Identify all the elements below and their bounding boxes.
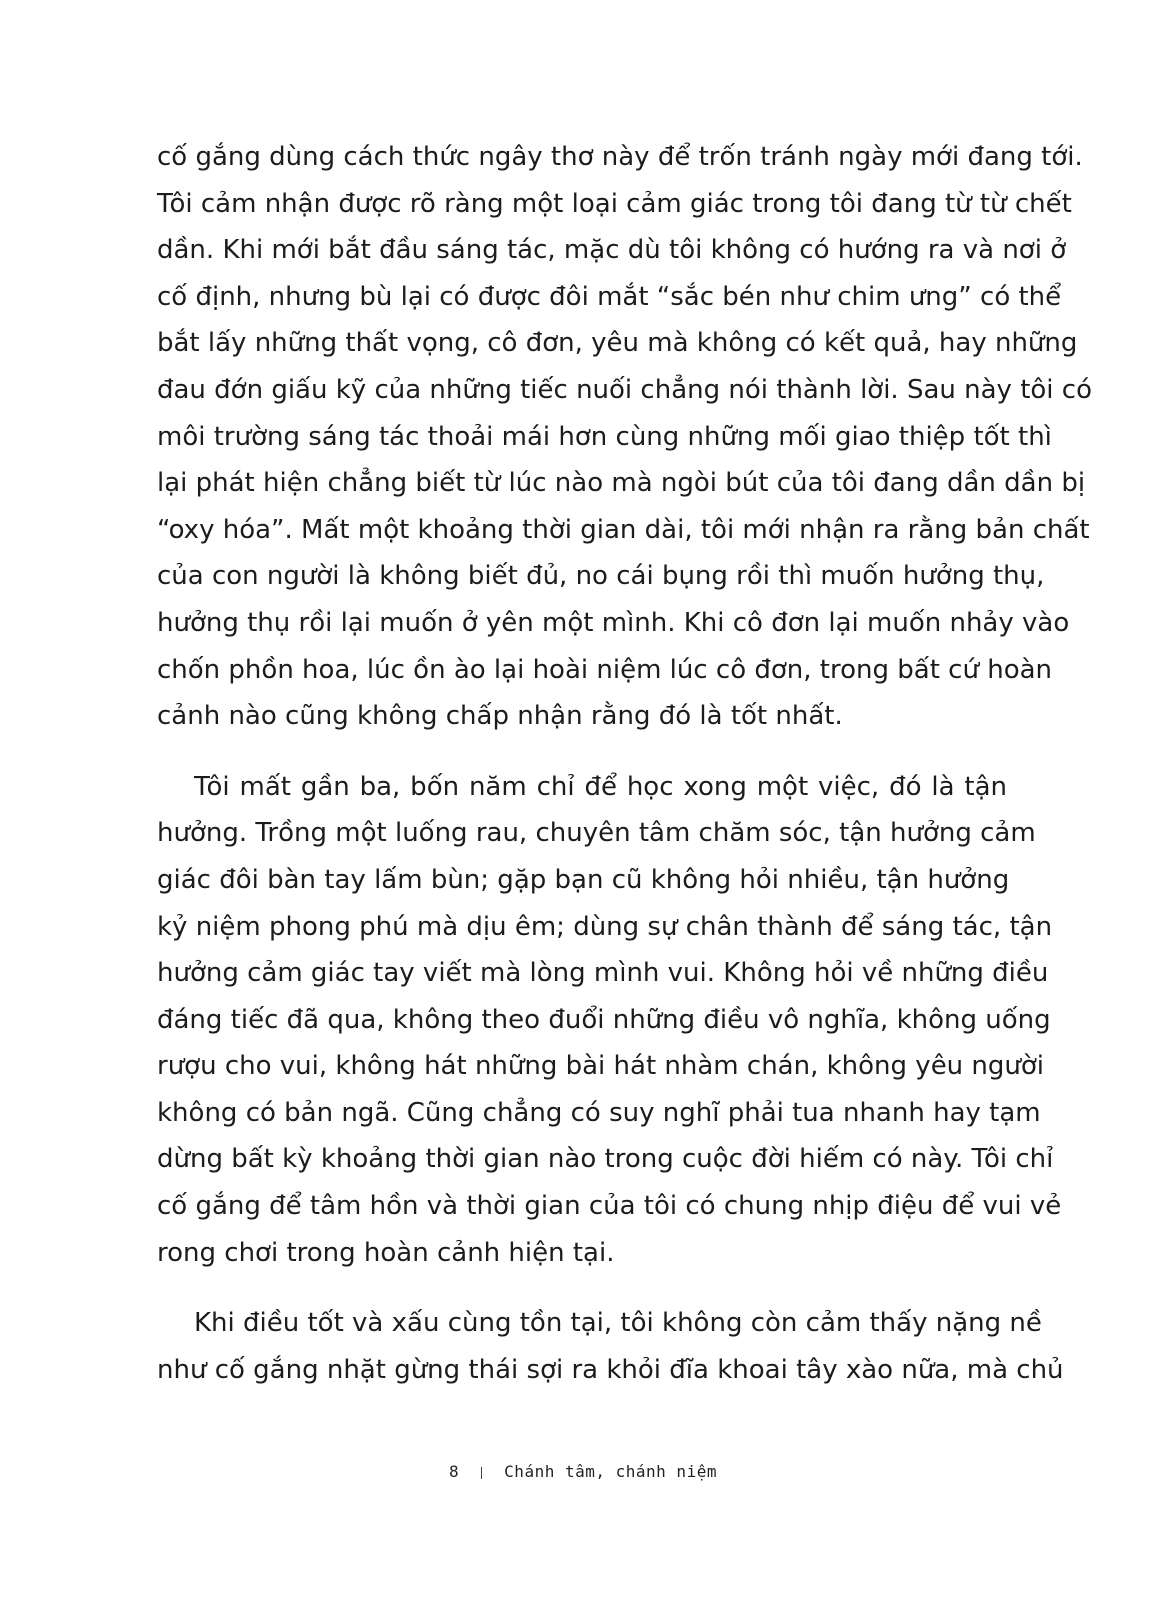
text-line: lại phát hiện chẳng biết từ lúc nào mà ngòi bút của tôi đang dần dần bị	[157, 468, 1086, 499]
paragraph-3	[157, 1300, 1064, 1393]
page-number: 8	[449, 1462, 460, 1481]
paragraph-1	[157, 134, 1092, 740]
body-text	[157, 134, 1092, 1393]
text-line: “oxy hóa”. Mất một khoảng thời gian dài, tôi mới nhận ra rằng bản chất	[157, 514, 1090, 545]
paragraph-2	[157, 764, 1062, 1277]
text-line: cảnh nào cũng không chấp nhận rằng đó là tốt nhất.	[157, 701, 843, 732]
text-line: Khi điều tốt và xấu cùng tồn tại, tôi không còn cảm thấy nặng nề	[194, 1308, 1042, 1339]
text-line: môi trường sáng tác thoải mái hơn cùng những mối giao thiệp tốt thì	[157, 421, 1052, 452]
running-title: Chánh tâm, chánh niệm	[504, 1462, 717, 1481]
text-line: cố gắng để tâm hồn và thời gian của tôi có chung nhịp điệu để vui vẻ	[157, 1191, 1062, 1222]
text-line: chốn phồn hoa, lúc ồn ào lại hoài niệm lúc cô đơn, trong bất cứ hoàn	[157, 654, 1053, 685]
text-line: không có bản ngã. Cũng chẳng có suy nghĩ phải tua nhanh hay tạm	[157, 1097, 1041, 1128]
text-line: giác đôi bàn tay lấm bùn; gặp bạn cũ không hỏi nhiều, tận hưởng	[157, 864, 1010, 895]
text-line: kỷ niệm phong phú mà dịu êm; dùng sự chân thành để sáng tác, tận	[157, 911, 1053, 942]
text-line: hưởng thụ rồi lại muốn ở yên một mình. Khi cô đơn lại muốn nhảy vào	[157, 607, 1070, 638]
text-line: đáng tiếc đã qua, không theo đuổi những điều vô nghĩa, không uống	[157, 1004, 1051, 1035]
text-line: hưởng cảm giác tay viết mà lòng mình vui. Không hỏi về những điều	[157, 958, 1049, 989]
text-line: như cố gắng nhặt gừng thái sợi ra khỏi đĩa khoai tây xào nữa, mà chủ	[157, 1354, 1064, 1385]
text-line: bắt lấy những thất vọng, cô đơn, yêu mà không có kết quả, hay những	[157, 328, 1078, 359]
text-line: hưởng. Trồng một luống rau, chuyên tâm chăm sóc, tận hưởng cảm	[157, 818, 1036, 849]
text-line: Tôi mất gần ba, bốn năm chỉ để học xong một việc, đó là tận	[194, 771, 1007, 802]
text-line: Tôi cảm nhận được rõ ràng một loại cảm giác trong tôi đang từ từ chết	[157, 188, 1072, 219]
footer-divider	[481, 1467, 482, 1479]
text-line: cố định, nhưng bù lại có được đôi mắt “sắc bén như chim ưng” có thể	[157, 281, 1062, 312]
text-line: đau đớn giấu kỹ của những tiếc nuối chẳng nói thành lời. Sau này tôi có	[157, 374, 1092, 405]
text-line: rong chơi trong hoàn cảnh hiện tại.	[157, 1237, 615, 1268]
text-line: dần. Khi mới bắt đầu sáng tác, mặc dù tôi không có hướng ra và nơi ở	[157, 235, 1067, 266]
text-line: cố gắng dùng cách thức ngây thơ này để trốn tránh ngày mới đang tới.	[157, 142, 1083, 172]
text-line: rượu cho vui, không hát những bài hát nhàm chán, không yêu người	[157, 1051, 1045, 1082]
text-line: dừng bất kỳ khoảng thời gian nào trong cuộc đời hiếm có này. Tôi chỉ	[157, 1144, 1054, 1175]
text-line: của con người là không biết đủ, no cái bụng rồi thì muốn hưởng thụ,	[157, 561, 1045, 592]
page-footer	[0, 1462, 1166, 1481]
